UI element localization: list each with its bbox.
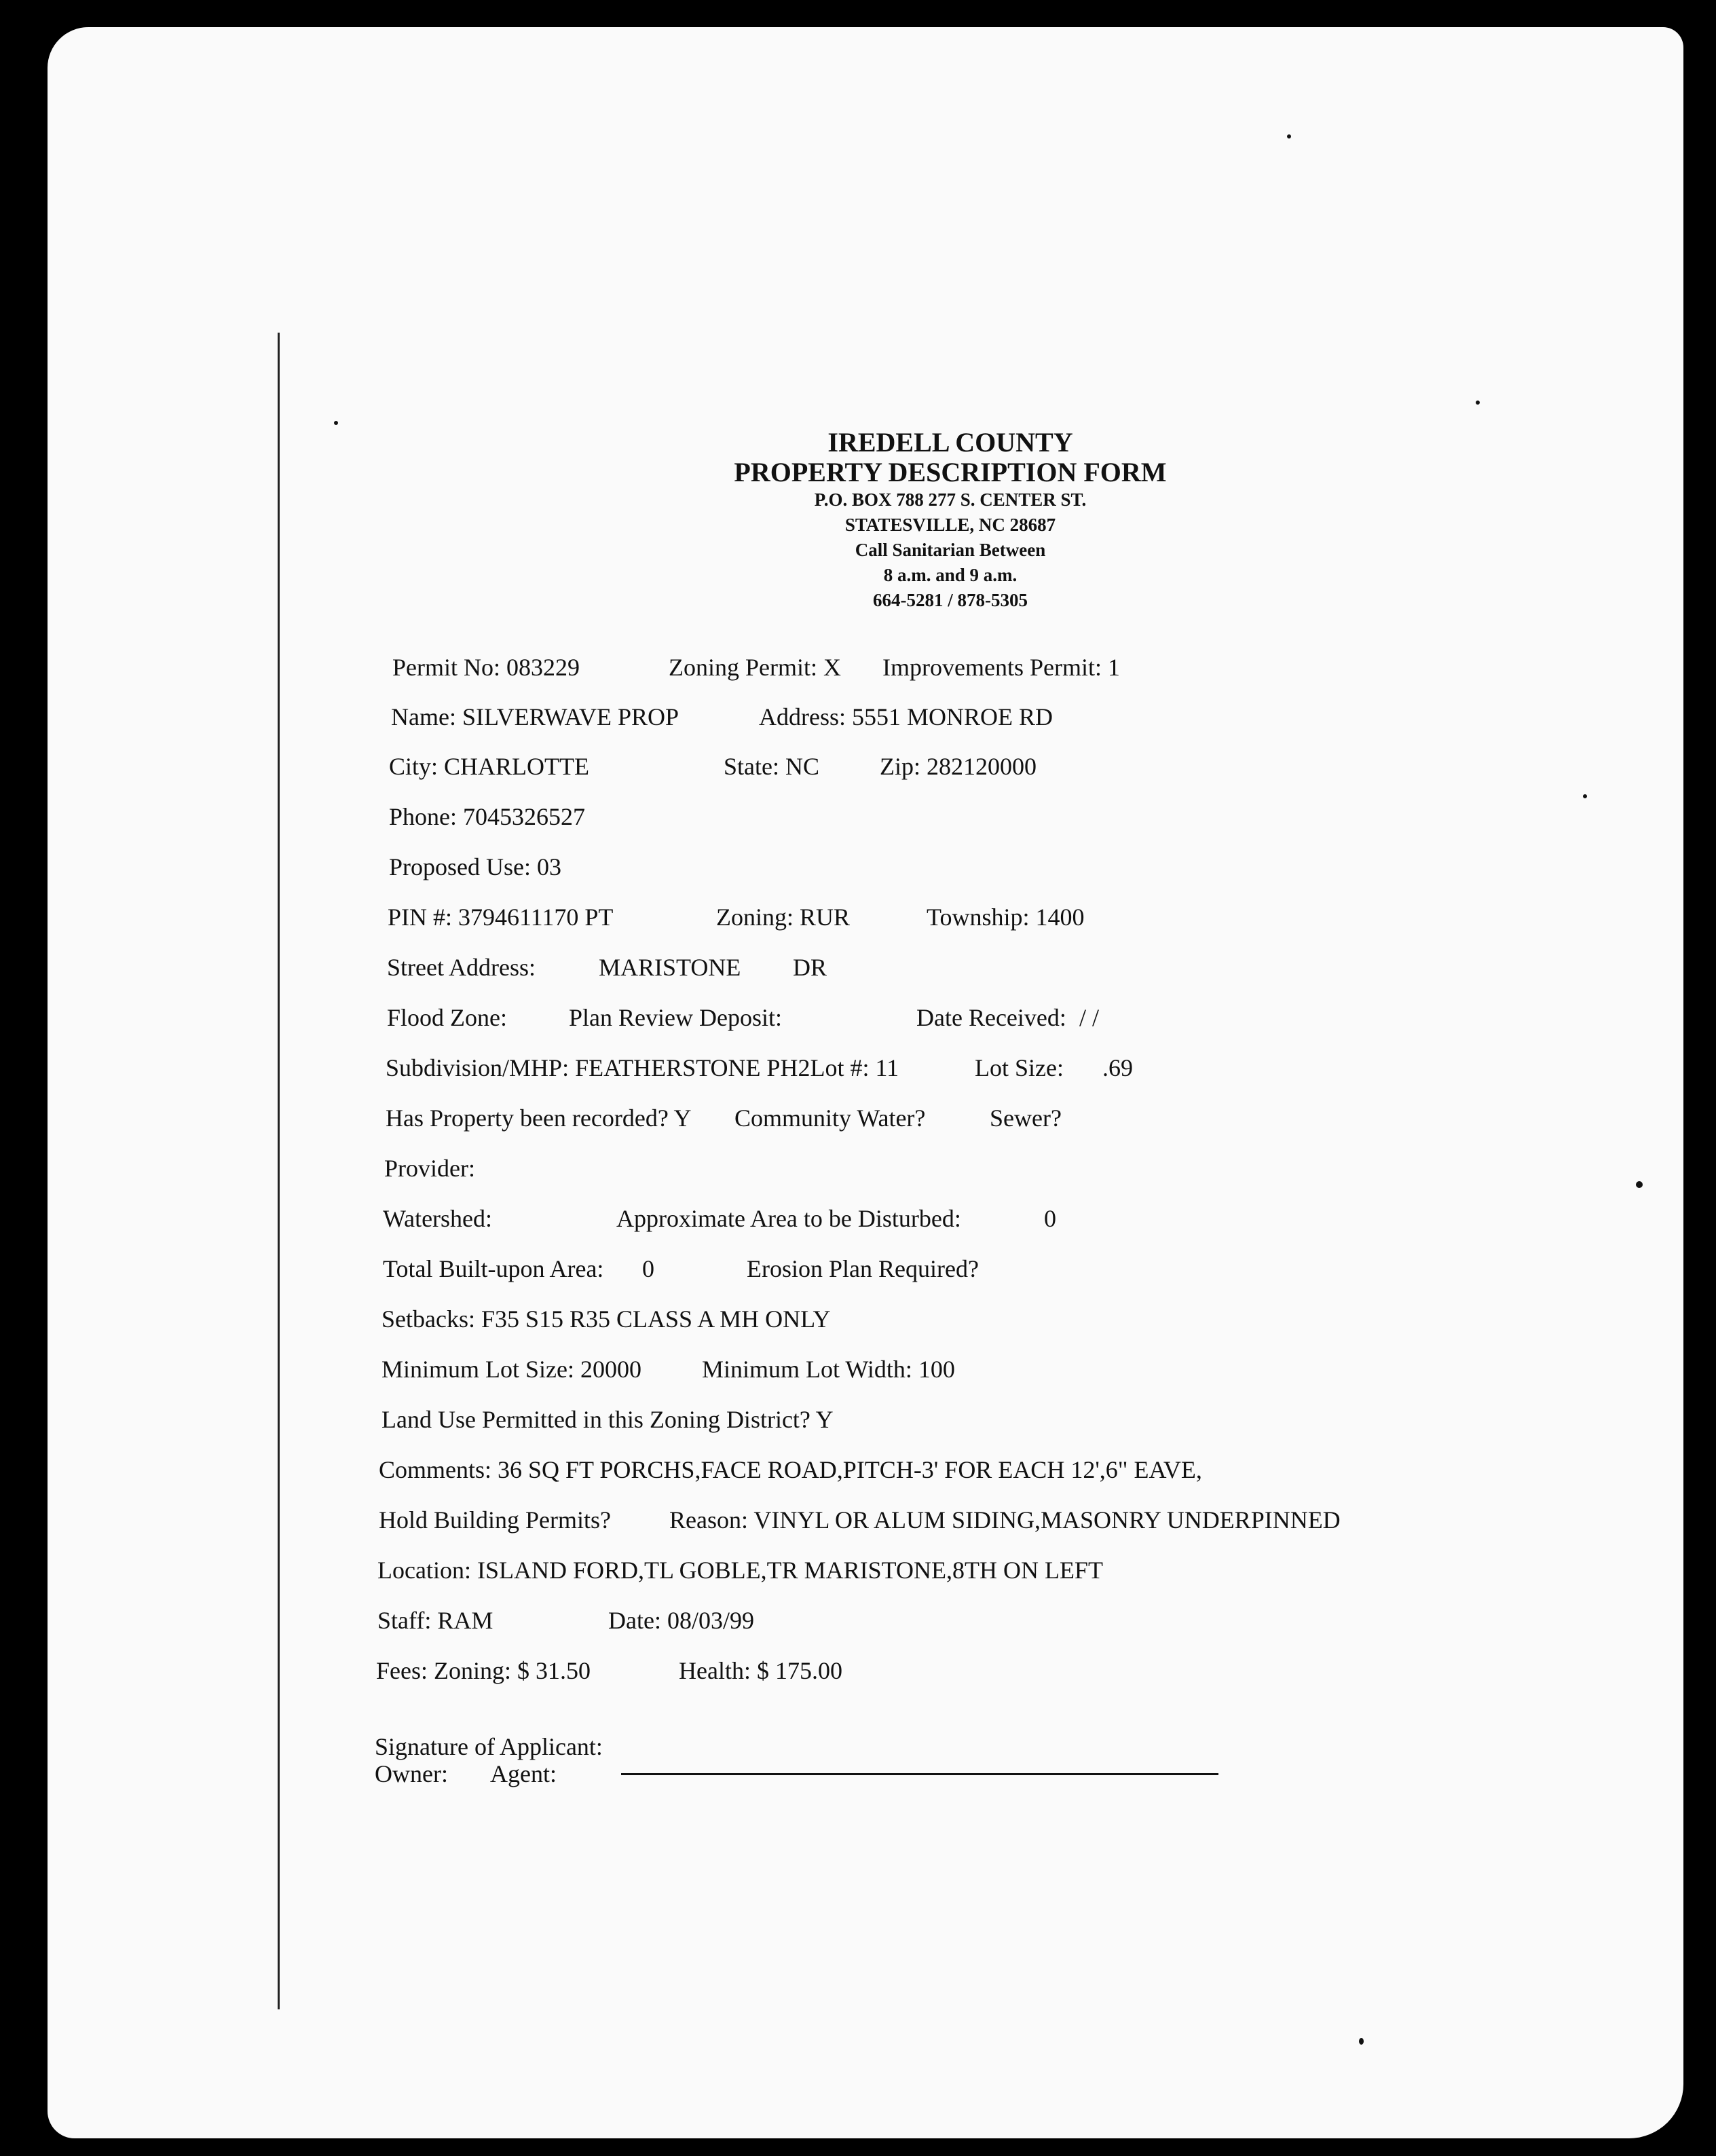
city-state-zip: STATESVILLE, NC 28687	[844, 515, 1056, 535]
scan-speck	[1359, 2038, 1364, 2045]
zip: Zip: 282120000	[880, 753, 1037, 780]
min-lot-size: Minimum Lot Size: 20000	[381, 1356, 641, 1383]
agent-label: Agent:	[490, 1760, 557, 1787]
form-header	[611, 428, 1290, 613]
street-address-label: Street Address:	[387, 954, 536, 981]
left-margin-line	[278, 333, 280, 2009]
county-title: IREDELL COUNTY	[827, 427, 1073, 458]
form-title: PROPERTY DESCRIPTION FORM	[734, 457, 1167, 487]
scan-speck	[334, 421, 338, 425]
proposed-use: Proposed Use: 03	[389, 853, 561, 880]
scan-speck	[1476, 401, 1480, 405]
total-built-value: 0	[642, 1255, 654, 1282]
street-name: MARISTONE	[599, 954, 741, 981]
call-instructions: Call Sanitarian Between	[855, 540, 1046, 560]
fees-zoning: Fees: Zoning: $ 31.50	[376, 1657, 591, 1684]
state: State: NC	[724, 753, 819, 780]
po-box-address: P.O. BOX 788 277 S. CENTER ST.	[814, 489, 1087, 510]
date-received: Date Received:	[916, 1004, 1066, 1031]
provider: Provider:	[384, 1155, 475, 1182]
phone-numbers: 664-5281 / 878-5305	[873, 590, 1028, 610]
applicant-address: Address: 5551 MONROE RD	[759, 703, 1053, 730]
comments: Comments: 36 SQ FT PORCHS,FACE ROAD,PITCH-3' FOR EACH 12',6" EAVE,	[379, 1456, 1202, 1483]
phone: Phone: 7045326527	[389, 803, 586, 830]
hold-reason: Reason: VINYL OR ALUM SIDING,MASONRY UNDERPINNED	[669, 1506, 1341, 1534]
total-built-upon-area: Total Built-upon Area:	[383, 1255, 604, 1282]
plan-review-deposit: Plan Review Deposit:	[569, 1004, 782, 1031]
scan-speck	[1287, 134, 1291, 138]
zoning-permit: Zoning Permit: X	[669, 654, 841, 681]
signature-label: Signature of Applicant:	[375, 1733, 603, 1760]
hold-building-permits: Hold Building Permits?	[379, 1506, 611, 1534]
land-use-permitted: Land Use Permitted in this Zoning District? Y	[381, 1406, 834, 1433]
city: City: CHARLOTTE	[389, 753, 589, 780]
date: Date: 08/03/99	[608, 1607, 754, 1634]
fees-health: Health: $ 175.00	[679, 1657, 842, 1684]
property-recorded: Has Property been recorded? Y	[386, 1104, 692, 1132]
setbacks: Setbacks: F35 S15 R35 CLASS A MH ONLY	[381, 1305, 831, 1333]
flood-zone: Flood Zone:	[387, 1004, 507, 1031]
scan-speck	[1636, 1181, 1643, 1188]
lot-size-value: .69	[1102, 1054, 1133, 1081]
owner-label: Owner:	[375, 1760, 448, 1787]
pin: PIN #: 3794611170 PT	[388, 904, 614, 931]
signature-line	[621, 1773, 1218, 1775]
date-received-value: / /	[1079, 1004, 1100, 1031]
applicant-name: Name: SILVERWAVE PROP	[391, 703, 679, 730]
staff: Staff: RAM	[377, 1607, 493, 1634]
township: Township: 1400	[927, 904, 1085, 931]
approx-area-disturbed: Approximate Area to be Disturbed:	[616, 1205, 961, 1232]
community-water: Community Water?	[734, 1104, 926, 1132]
erosion-plan: Erosion Plan Required?	[747, 1255, 979, 1282]
call-hours: 8 a.m. and 9 a.m.	[883, 565, 1018, 585]
permit-no: Permit No: 083229	[392, 654, 580, 681]
sewer: Sewer?	[990, 1104, 1062, 1132]
document-page	[48, 27, 1683, 2138]
watershed: Watershed:	[383, 1205, 493, 1232]
improvements-permit: Improvements Permit: 1	[882, 654, 1120, 681]
location: Location: ISLAND FORD,TL GOBLE,TR MARISTONE,8TH ON LEFT	[377, 1557, 1103, 1584]
street-suffix: DR	[793, 954, 827, 981]
zoning: Zoning: RUR	[716, 904, 851, 931]
approx-area-value: 0	[1044, 1205, 1056, 1232]
subdivision: Subdivision/MHP: FEATHERSTONE PH2Lot #: 11	[386, 1054, 899, 1081]
lot-size-label: Lot Size:	[975, 1054, 1064, 1081]
min-lot-width: Minimum Lot Width: 100	[702, 1356, 955, 1383]
scan-speck	[1583, 794, 1587, 798]
